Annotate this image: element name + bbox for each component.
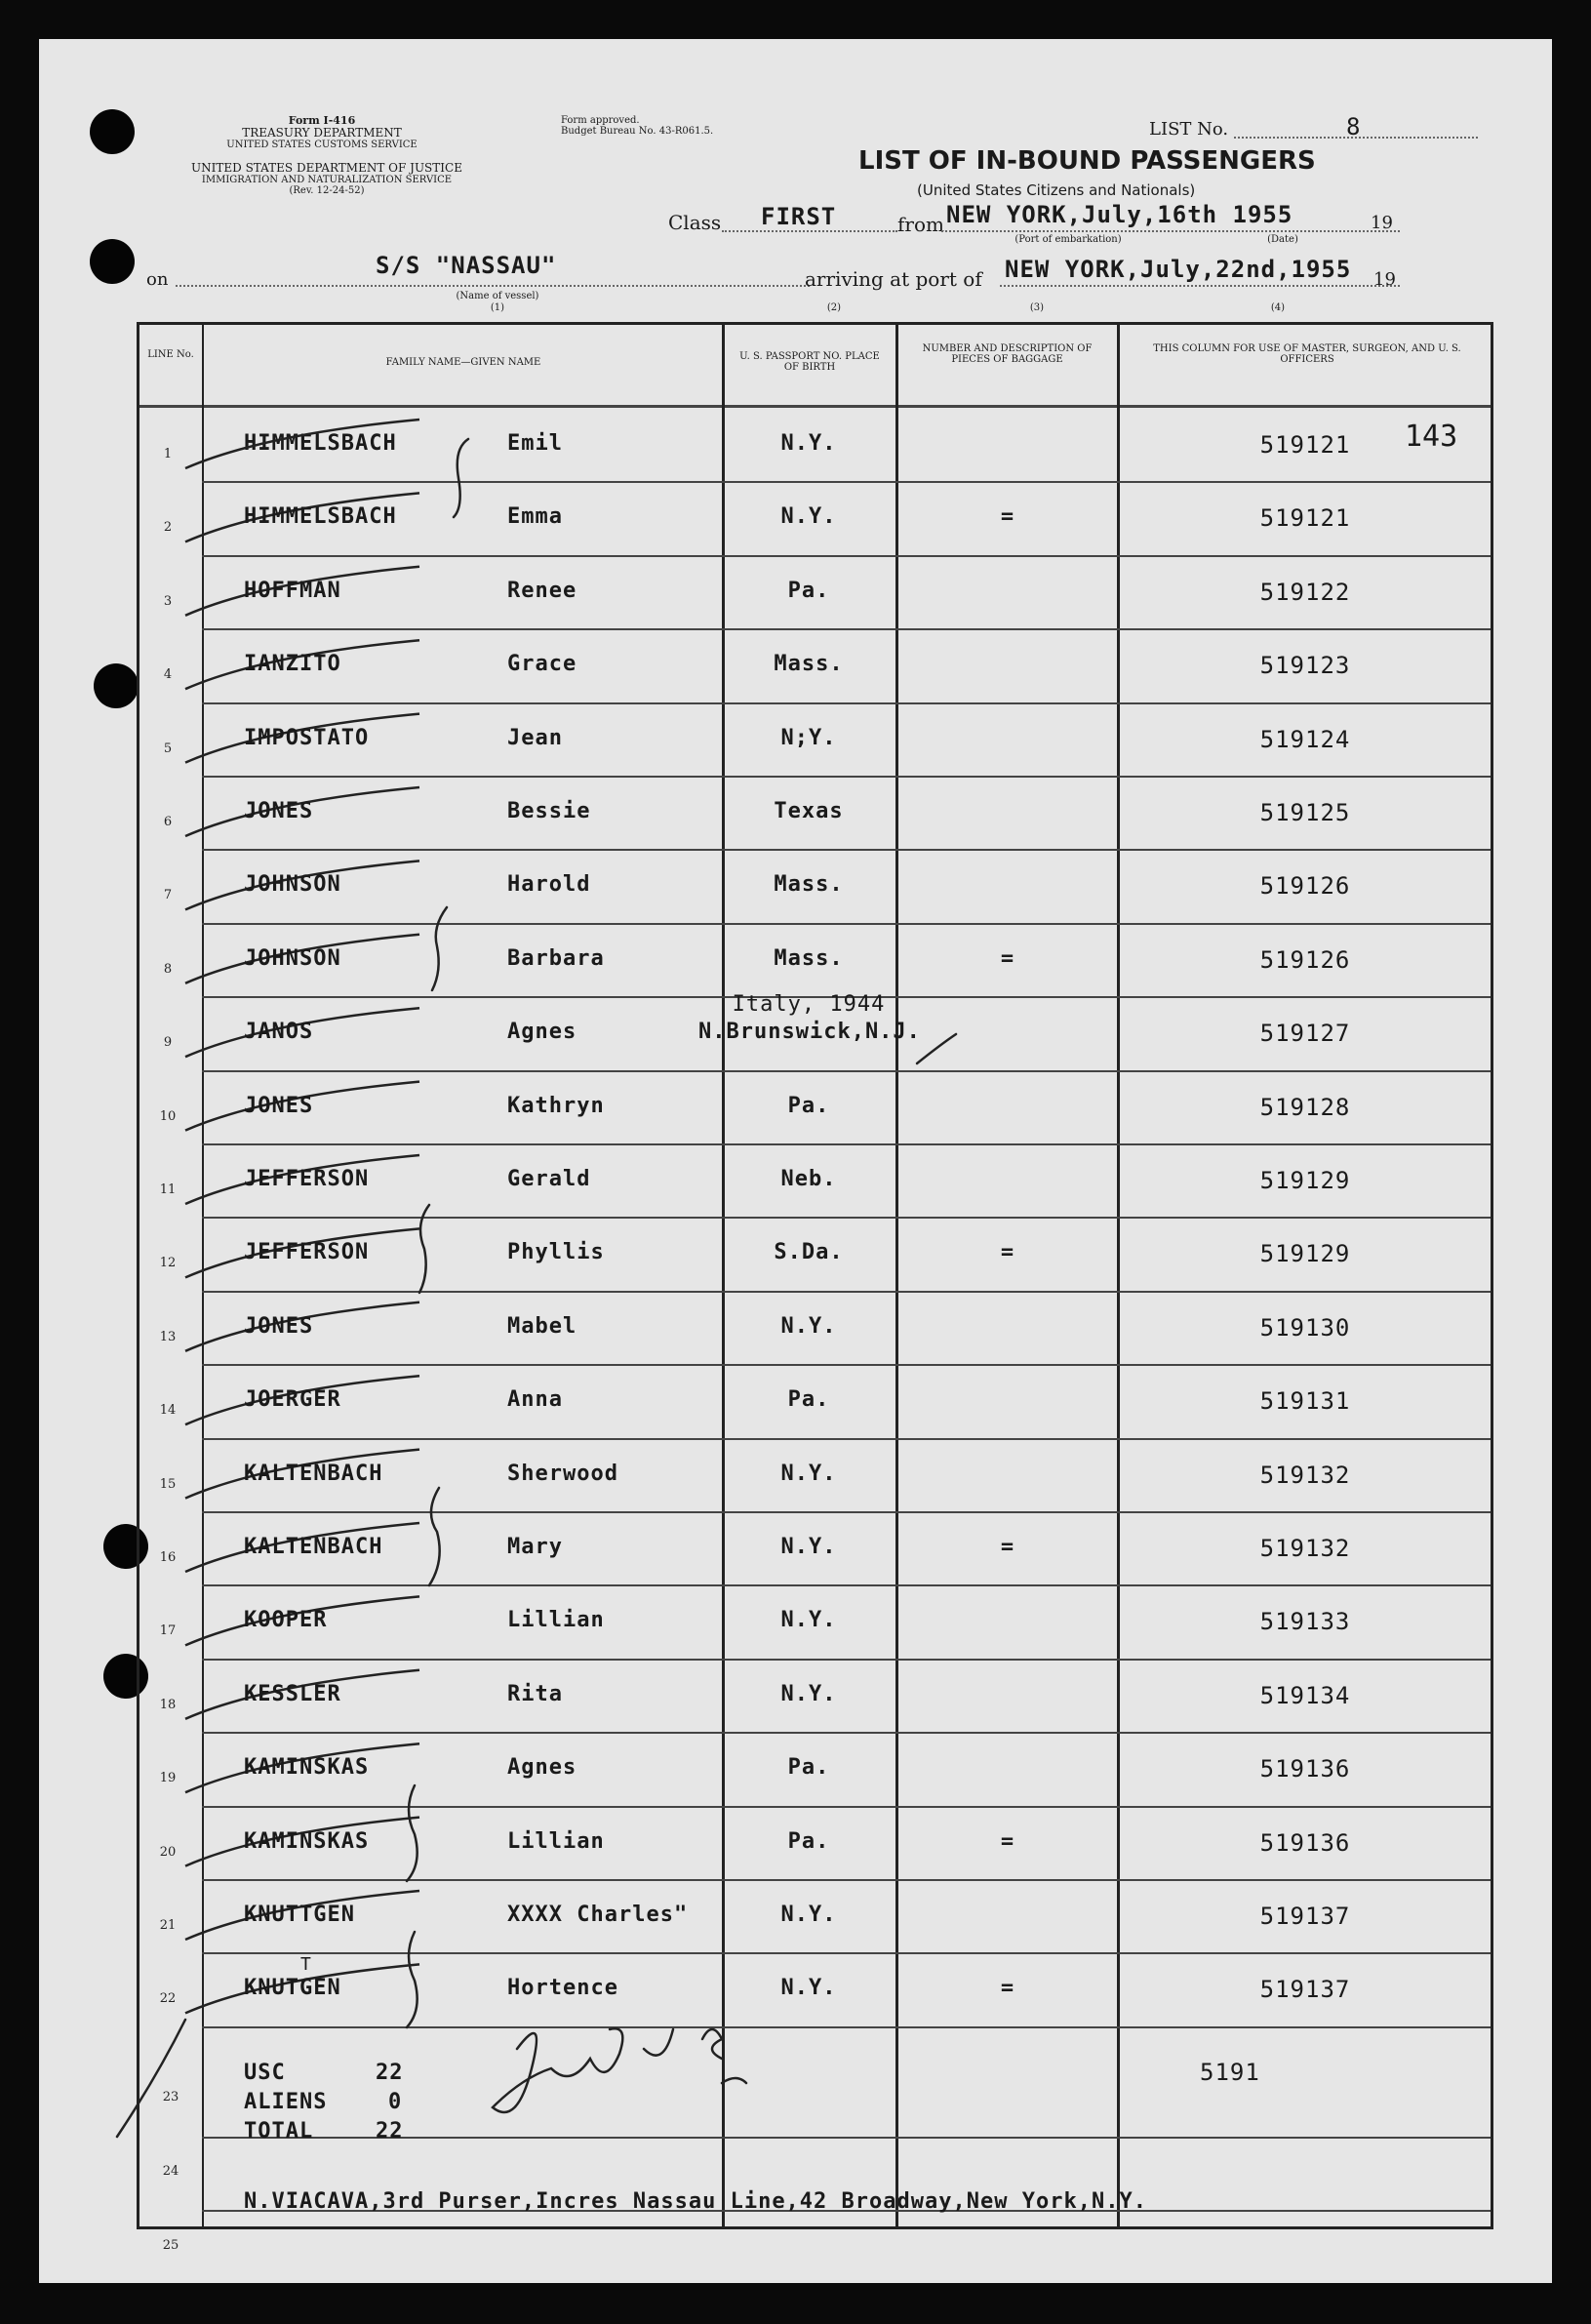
line-number: 15: [159, 1476, 177, 1492]
baggage-description: =: [1000, 945, 1015, 971]
family-name: KOOPER: [244, 1608, 328, 1633]
birth-place: Mass.: [774, 945, 844, 971]
officer-number: 519132: [1259, 1461, 1351, 1489]
given-name: Phyllis: [507, 1240, 605, 1265]
line-number: 20: [159, 1844, 177, 1860]
class-value: FIRST: [761, 203, 837, 230]
family-name: HIMMELSBACH: [244, 431, 397, 456]
family-name: HIMMELSBACH: [244, 504, 397, 530]
family-name: JOHNSON: [244, 872, 341, 898]
family-name: IANZITO: [244, 652, 341, 677]
given-name: Harold: [507, 872, 591, 898]
officer-number: 519126: [1259, 872, 1351, 901]
budget-bureau-number: Budget Bureau No. 43-R061.5.: [561, 126, 714, 137]
family-name: KNUTGEN: [244, 1976, 341, 2001]
baggage-description: =: [1000, 1828, 1015, 1854]
given-name: Anna: [507, 1387, 563, 1413]
given-name: XXXX Charles": [507, 1903, 689, 1927]
birth-place: N.Y.: [780, 1681, 837, 1706]
passenger-list-sheet: [39, 39, 1552, 2283]
arriving-label: arriving at port of: [805, 267, 982, 291]
list-no-label: LIST No.: [1149, 119, 1229, 140]
arrival-value: NEW YORK,July,22nd,1955: [1005, 256, 1352, 283]
line-number: 11: [159, 1182, 177, 1197]
col-header-name: FAMILY NAME—GIVEN NAME: [385, 357, 541, 368]
purser-signature-line: N.VIACAVA,3rd Purser,Incres Nassau Line,42 Broadway,New York,N.Y.: [244, 2189, 1147, 2214]
officer-number: 519137: [1259, 1976, 1351, 2004]
class-label: Class: [668, 211, 722, 234]
line-number: 16: [159, 1550, 177, 1565]
family-name: JOHNSON: [244, 945, 341, 971]
birth-place: Mass.: [774, 652, 844, 677]
baggage-description: =: [1000, 1535, 1015, 1559]
form-approved: Form approved.: [561, 115, 640, 126]
line-number: 3: [163, 593, 173, 609]
line-number: 10: [159, 1108, 177, 1124]
total-count: 22: [376, 2119, 404, 2144]
family-name: KAMINSKAS: [244, 1755, 370, 1781]
vessel-caption: (Name of vessel): [456, 291, 539, 301]
officer-number: 519132: [1259, 1535, 1351, 1562]
line-number: 2: [163, 520, 173, 536]
birth-place: N.Y.: [780, 1313, 837, 1339]
officer-total-number: 5191: [1200, 2059, 1260, 2086]
given-name: Lillian: [507, 1608, 605, 1633]
line-number: 18: [159, 1697, 177, 1712]
family-bracket: [407, 1785, 418, 1881]
date-caption: (Date): [1267, 234, 1298, 245]
birth-place: N.Y.: [780, 1608, 837, 1633]
on-label: on: [146, 269, 169, 290]
birth-place: Mass.: [774, 872, 844, 898]
birth-place: N.Y.: [780, 504, 837, 530]
line-number: 14: [159, 1403, 177, 1419]
given-name: Hortence: [507, 1976, 618, 2001]
officer-signature: [493, 2028, 746, 2112]
baggage-description: =: [1000, 1240, 1015, 1265]
given-name: Agnes: [507, 1755, 577, 1781]
page-subtitle: (United States Citizens and Nationals): [917, 181, 1196, 199]
aliens-count: 0: [388, 2090, 403, 2114]
family-name: KNUTTGEN: [244, 1903, 355, 1927]
column-number-1: (1): [490, 302, 505, 313]
family-name: KALTENBACH: [244, 1461, 383, 1486]
officer-number: 519136: [1259, 1755, 1351, 1783]
list-no-value: 8: [1346, 113, 1361, 140]
line-number: 19: [159, 1771, 177, 1786]
baggage-description: =: [1000, 1976, 1015, 2001]
officer-number: 519129: [1259, 1167, 1351, 1194]
birth-place: S.Da.: [774, 1240, 844, 1265]
col-header-passport: U. S. PASSPORT NO. PLACE OF BIRTH: [739, 351, 880, 373]
given-name: Renee: [507, 578, 577, 603]
line-number: 23: [162, 2090, 179, 2104]
given-name: Bessie: [507, 799, 591, 823]
department-of-justice: UNITED STATES DEPARTMENT OF JUSTICE: [191, 161, 462, 175]
birth-place: N.Brunswick,N.J.: [698, 1020, 921, 1045]
officer-number: 519126: [1259, 945, 1351, 974]
birth-place: Pa.: [787, 1093, 830, 1118]
year-suffix: 19: [1373, 269, 1396, 290]
family-bracket: [432, 907, 447, 990]
family-bracket: [407, 1932, 418, 2027]
given-name: Barbara: [507, 945, 605, 971]
line-number: 24: [162, 2164, 179, 2179]
birth-place: N.Y.: [780, 1903, 837, 1927]
embarkation-value: NEW YORK,July,16th 1955: [946, 201, 1293, 228]
birth-place: N.Y.: [780, 1461, 837, 1486]
officer-number: 519130: [1259, 1313, 1351, 1342]
line-number: 9: [163, 1035, 173, 1051]
family-bracket: [454, 439, 468, 517]
line-number: 8: [163, 961, 173, 977]
line-number: 21: [159, 1918, 177, 1933]
family-name: JOERGER: [244, 1387, 341, 1413]
given-name: Emma: [507, 504, 563, 530]
check-mark: [917, 1034, 956, 1063]
birth-place: Pa.: [787, 578, 830, 603]
column-number-3: (3): [1029, 302, 1045, 313]
officer-number: 519129: [1259, 1240, 1351, 1268]
officer-number: 519134: [1259, 1681, 1351, 1709]
given-name: Agnes: [507, 1020, 577, 1045]
column-number-2: (2): [826, 302, 842, 313]
given-name: Mary: [507, 1535, 563, 1559]
vessel-name: S/S "NASSAU": [376, 252, 557, 279]
handwritten-marks: [39, 39, 1552, 2283]
officer-number: 519136: [1259, 1828, 1351, 1857]
line-number: 6: [163, 815, 173, 829]
family-name: JONES: [244, 799, 314, 823]
usc-label: USC: [244, 2061, 286, 2085]
officer-number: 519133: [1259, 1608, 1351, 1636]
family-name: KALTENBACH: [244, 1535, 383, 1559]
birth-place: N;Y.: [780, 725, 837, 750]
given-name: Emil: [507, 431, 563, 456]
given-name: Gerald: [507, 1167, 591, 1191]
family-name-correction: T: [300, 1954, 312, 1976]
family-name: JANOS: [244, 1020, 314, 1045]
page-title: LIST OF IN-BOUND PASSENGERS: [858, 146, 1316, 176]
baggage-description: =: [1000, 504, 1015, 530]
birth-place-above: Italy, 1944: [732, 992, 886, 1018]
given-name: Lillian: [507, 1828, 605, 1854]
officer-number: 519127: [1259, 1020, 1351, 1048]
family-bracket: [419, 1205, 429, 1293]
family-name: KESSLER: [244, 1681, 341, 1706]
family-name: JEFFERSON: [244, 1167, 370, 1191]
family-name: JONES: [244, 1313, 314, 1339]
from-label: from: [897, 213, 944, 236]
usc-count: 22: [376, 2061, 404, 2085]
line-number: 7: [163, 888, 173, 903]
port-embarkation-caption: (Port of embarkation): [1014, 234, 1122, 245]
line-number: 22: [159, 1991, 177, 2007]
col-header-line: LINE No.: [147, 349, 194, 360]
given-name: Mabel: [507, 1313, 577, 1339]
family-name: IMPOSTATO: [244, 725, 370, 750]
officer-number: 519137: [1259, 1903, 1351, 1930]
revision-date: (Rev. 12-24-52): [289, 185, 365, 196]
year-suffix: 19: [1371, 213, 1393, 233]
line-number: 1: [163, 447, 173, 461]
birth-place: Texas: [774, 799, 844, 823]
birth-place: Pa.: [787, 1828, 830, 1854]
family-name: JEFFERSON: [244, 1240, 370, 1265]
customs-service: UNITED STATES CUSTOMS SERVICE: [226, 140, 418, 150]
line-number: 13: [159, 1329, 177, 1344]
line-number: 5: [163, 741, 173, 756]
col-header-baggage: NUMBER AND DESCRIPTION OF PIECES OF BAGGAGE: [922, 343, 1093, 365]
officer-number: 519122: [1259, 578, 1351, 606]
aliens-label: ALIENS: [244, 2090, 328, 2114]
family-name: JONES: [244, 1093, 314, 1118]
officer-number: 519121: [1259, 431, 1351, 459]
officer-number: 519124: [1259, 725, 1351, 753]
given-name: Rita: [507, 1681, 563, 1706]
birth-place: Neb.: [780, 1167, 837, 1191]
family-name: KAMINSKAS: [244, 1828, 370, 1854]
given-name: Sherwood: [507, 1461, 618, 1486]
page-number: 143: [1405, 420, 1458, 454]
birth-place: N.Y.: [780, 431, 837, 456]
total-label: TOTAL: [244, 2119, 314, 2144]
treasury-department: TREASURY DEPARTMENT: [242, 126, 402, 140]
birth-place: Pa.: [787, 1755, 830, 1781]
officer-number: 519131: [1259, 1387, 1351, 1416]
given-name: Grace: [507, 652, 577, 677]
line-number: 17: [159, 1623, 177, 1639]
line-number: 4: [163, 667, 173, 683]
birth-place: N.Y.: [780, 1535, 837, 1559]
col-header-officers: THIS COLUMN FOR USE OF MASTER, SURGEON, AND U. S. OFFICERS: [1153, 343, 1461, 365]
officer-number: 519125: [1259, 799, 1351, 826]
given-name: Kathryn: [507, 1093, 605, 1118]
officer-number: 519121: [1259, 504, 1351, 533]
family-bracket: [429, 1488, 440, 1585]
given-name: Jean: [507, 725, 563, 750]
column-number-4: (4): [1270, 302, 1286, 313]
family-name: HOFFMAN: [244, 578, 341, 603]
immigration-service: IMMIGRATION AND NATURALIZATION SERVICE: [201, 175, 453, 185]
birth-place: Pa.: [787, 1387, 830, 1413]
form-number: Form I-416: [288, 114, 356, 127]
margin-slash: [117, 2020, 185, 2137]
birth-place: N.Y.: [780, 1976, 837, 2001]
line-number: 25: [162, 2238, 179, 2253]
officer-number: 519123: [1259, 652, 1351, 680]
officer-number: 519128: [1259, 1093, 1351, 1121]
line-number: 12: [159, 1256, 177, 1271]
